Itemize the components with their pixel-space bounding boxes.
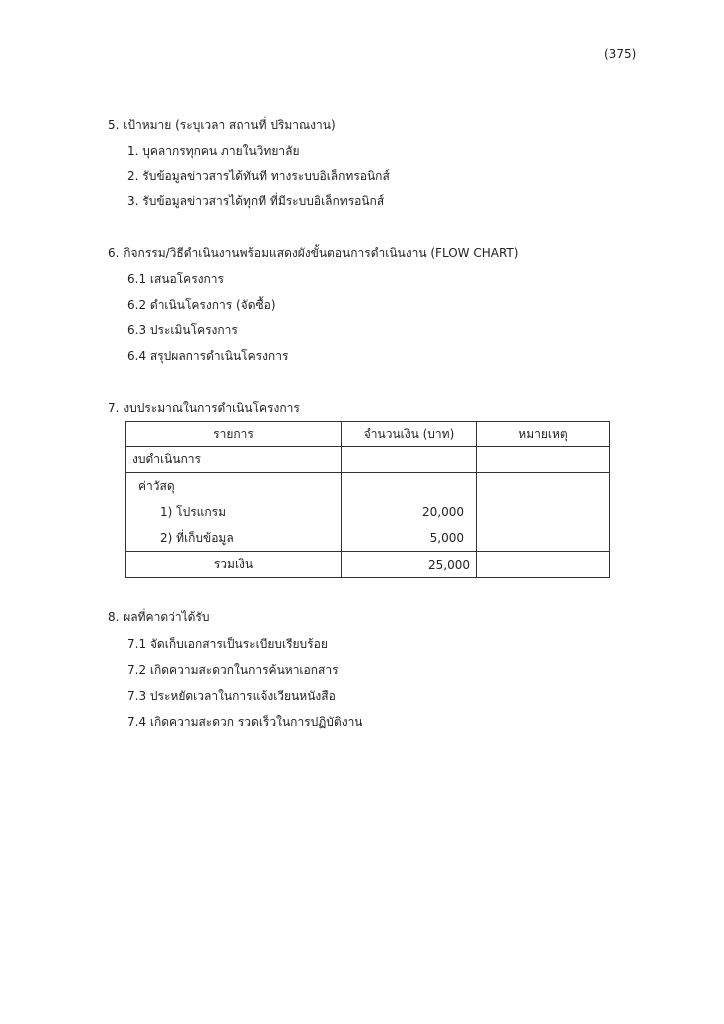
- result-item-2: 7.2 เกิดความสะดวกในการค้นหาเอกสาร: [127, 663, 339, 677]
- goal-item-2: 2. รับข้อมูลข่าวสารได้ทันที ทางระบบอิเล็กทรอนิกส์: [127, 169, 390, 183]
- total-label: รวมเงิน: [126, 552, 342, 578]
- budget-table: [125, 421, 610, 578]
- section-6-heading: 6. กิจกรรม/วิธีดำเนินงานพร้อมแสดงผังขั้นตอนการดำเนินงาน (FLOW CHART): [108, 246, 519, 260]
- header-item: รายการ: [126, 422, 342, 447]
- row-operation-remark: [477, 447, 610, 473]
- sub-item-amount: 20,000: [422, 505, 464, 519]
- row-operation-label: งบดำเนินการ: [126, 447, 342, 473]
- header-amount: จำนวนเงิน (บาท): [342, 422, 477, 447]
- activity-item-2: 6.2 ดำเนินโครงการ (จัดซื้อ): [127, 298, 276, 312]
- activity-item-4: 6.4 สรุปผลการดำเนินโครงการ: [127, 349, 289, 363]
- table-row: [126, 447, 610, 473]
- activity-item-3: 6.3 ประเมินโครงการ: [127, 323, 238, 337]
- sub-item-amount: 5,000: [429, 531, 464, 545]
- section-5-heading: 5. เป้าหมาย (ระบุเวลา สถานที่ ปริมาณงาน): [108, 118, 336, 132]
- materials-cell: [126, 473, 342, 552]
- total-amount: 25,000: [342, 552, 477, 578]
- materials-amount-cell: [342, 473, 477, 552]
- page-number: (375): [604, 47, 637, 61]
- result-item-3: 7.3 ประหยัดเวลาในการแจ้งเวียนหนังสือ: [127, 689, 336, 703]
- sub-item-label: 2) ที่เก็บข้อมูล: [160, 531, 234, 545]
- sub-item-label: 1) โปรแกรม: [160, 505, 226, 519]
- result-item-4: 7.4 เกิดความสะดวก รวดเร็วในการปฏิบัติงาน: [127, 715, 363, 729]
- total-remark: [477, 552, 610, 578]
- section-8-heading: 8. ผลที่คาดว่าได้รับ: [108, 610, 210, 624]
- header-remark: หมายเหตุ: [477, 422, 610, 447]
- row-operation-amount: [342, 447, 477, 473]
- materials-remark-cell: [477, 473, 610, 552]
- goal-item-1: 1. บุคลากรทุกคน ภายในวิทยาลัย: [127, 144, 300, 158]
- table-row: [126, 473, 610, 552]
- goal-item-3: 3. รับข้อมูลข่าวสารได้ทุกที ที่มีระบบอิเล็กทรอนิกส์: [127, 194, 385, 208]
- materials-label: ค่าวัสดุ: [138, 479, 175, 493]
- section-7-heading: 7. งบประมาณในการดำเนินโครงการ: [108, 401, 300, 415]
- table-header-row: [126, 422, 610, 447]
- result-item-1: 7.1 จัดเก็บเอกสารเป็นระเบียบเรียบร้อย: [127, 637, 328, 651]
- activity-item-1: 6.1 เสนอโครงการ: [127, 272, 224, 286]
- table-total-row: [126, 552, 610, 578]
